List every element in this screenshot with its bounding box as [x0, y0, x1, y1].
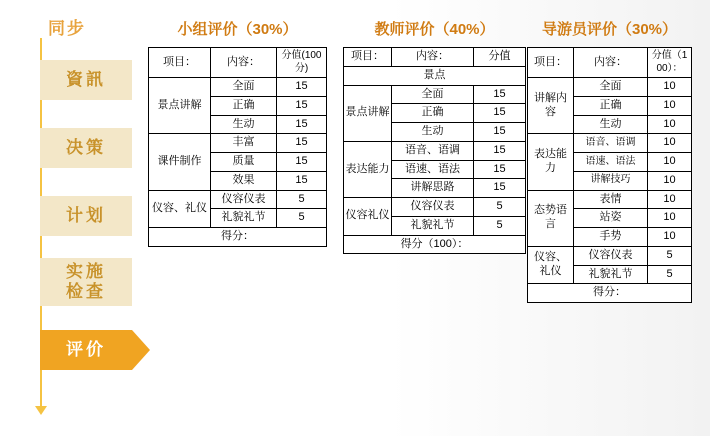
row-content: 生动 — [211, 115, 277, 134]
table-row — [528, 246, 692, 265]
flow-step-implement-check[interactable] — [40, 258, 132, 306]
table-row — [528, 190, 692, 209]
row-project: 仪容礼仪 — [344, 198, 392, 236]
header-cell-content: 内容： — [574, 48, 648, 78]
row-score: 15 — [277, 96, 327, 115]
row-score: 15 — [474, 160, 526, 179]
row-content: 礼貌礼节 — [574, 265, 648, 284]
row-score: 5 — [474, 216, 526, 235]
table-row — [149, 78, 327, 97]
flow-axis-arrow-icon — [35, 406, 47, 415]
row-score: 10 — [648, 153, 692, 172]
row-project: 表达能力 — [528, 134, 574, 190]
row-score: 5 — [648, 265, 692, 284]
footer-total-score: 得分： — [528, 284, 692, 303]
guide-evaluation-block — [527, 18, 692, 303]
flow-step-label: 评价 — [66, 340, 106, 360]
teacher-evaluation-block — [343, 18, 526, 254]
row-content: 仪容仪表 — [392, 198, 474, 217]
row-content: 站姿 — [574, 209, 648, 228]
flow-title: 同步 — [48, 19, 86, 38]
row-content: 礼貌礼节 — [392, 216, 474, 235]
table-row — [528, 78, 692, 97]
row-project: 讲解内容 — [528, 78, 574, 134]
row-score: 5 — [474, 198, 526, 217]
flow-step-label: 資訊 — [66, 70, 106, 90]
table-footer-row — [149, 228, 327, 247]
flow-step-information[interactable] — [40, 60, 132, 100]
row-content: 仪容仪表 — [574, 246, 648, 265]
row-project: 表达能力 — [344, 141, 392, 197]
row-content: 语速、语法 — [574, 153, 648, 172]
row-score: 5 — [277, 209, 327, 228]
row-content: 丰富 — [211, 134, 277, 153]
row-project: 课件制作 — [149, 134, 211, 190]
row-content: 礼貌礼节 — [211, 209, 277, 228]
table-header-row — [344, 48, 526, 67]
process-flow — [28, 8, 138, 428]
row-content: 生动 — [392, 123, 474, 142]
row-content: 质量 — [211, 153, 277, 172]
flow-step-label-line2: 检查 — [66, 282, 106, 301]
header-cell-score: 分值（100）： — [648, 48, 692, 78]
table-row — [344, 141, 526, 160]
row-content: 表情 — [574, 190, 648, 209]
row-score: 10 — [648, 115, 692, 134]
table-footer-row — [344, 235, 526, 254]
row-score: 15 — [277, 134, 327, 153]
row-content: 全面 — [574, 78, 648, 97]
guide-evaluation-title: 导游员评价（30%） — [541, 21, 678, 38]
table-row — [149, 134, 327, 153]
header-cell-content: 内容： — [211, 48, 277, 78]
flow-step-decision[interactable] — [40, 128, 132, 168]
row-content: 语音、语调 — [392, 141, 474, 160]
header-cell-project: 项目： — [528, 48, 574, 78]
group-evaluation-table — [148, 47, 327, 247]
flow-step-evaluation[interactable] — [40, 330, 132, 370]
row-score: 10 — [648, 134, 692, 153]
table-section-row — [344, 66, 526, 85]
row-score: 10 — [648, 78, 692, 97]
row-content: 手势 — [574, 228, 648, 247]
row-project: 景点讲解 — [344, 85, 392, 141]
row-score: 15 — [474, 104, 526, 123]
row-content: 语音、语调 — [574, 134, 648, 153]
row-content: 讲解技巧 — [574, 171, 648, 190]
footer-total-score: 得分： — [149, 228, 327, 247]
flow-step-label: 决策 — [66, 138, 106, 158]
group-evaluation-title: 小组评价（30%） — [177, 21, 298, 38]
header-cell-project: 项目： — [344, 48, 392, 67]
row-score: 10 — [648, 228, 692, 247]
row-project: 态势语言 — [528, 190, 574, 246]
row-content: 全面 — [392, 85, 474, 104]
table-row — [149, 190, 327, 209]
row-score: 10 — [648, 171, 692, 190]
row-project: 仪容、礼仪 — [528, 246, 574, 284]
row-score: 15 — [474, 123, 526, 142]
row-score: 15 — [277, 115, 327, 134]
table-header-row — [528, 48, 692, 78]
table-row — [344, 85, 526, 104]
teacher-evaluation-table — [343, 47, 526, 254]
row-score: 10 — [648, 209, 692, 228]
row-score: 10 — [648, 190, 692, 209]
table-row — [528, 134, 692, 153]
row-content: 全面 — [211, 78, 277, 97]
group-evaluation-block — [148, 18, 327, 247]
row-content: 效果 — [211, 171, 277, 190]
row-project: 景点讲解 — [149, 78, 211, 134]
guide-evaluation-table — [527, 47, 692, 303]
flow-step-label-line1: 实施 — [66, 262, 106, 282]
header-cell-project: 项目： — [149, 48, 211, 78]
row-score: 15 — [277, 171, 327, 190]
row-content: 生动 — [574, 115, 648, 134]
flow-step-label: 计划 — [66, 206, 106, 226]
row-content: 正确 — [211, 96, 277, 115]
row-content: 讲解思路 — [392, 179, 474, 198]
row-score: 10 — [648, 96, 692, 115]
section-label-scenic: 景点 — [344, 66, 526, 85]
row-content: 语速、语法 — [392, 160, 474, 179]
row-content: 正确 — [574, 96, 648, 115]
table-footer-row — [528, 284, 692, 303]
flow-step-plan[interactable] — [40, 196, 132, 236]
row-content: 正确 — [392, 104, 474, 123]
row-score: 5 — [648, 246, 692, 265]
row-score: 5 — [277, 190, 327, 209]
row-content: 仪容仪表 — [211, 190, 277, 209]
header-cell-score: 分值(100分) — [277, 48, 327, 78]
row-score: 15 — [474, 141, 526, 160]
row-score: 15 — [474, 85, 526, 104]
footer-total-score: 得分（100）： — [344, 235, 526, 254]
row-score: 15 — [474, 179, 526, 198]
table-row — [344, 198, 526, 217]
row-score: 15 — [277, 78, 327, 97]
header-cell-content: 内容： — [392, 48, 474, 67]
row-score: 15 — [277, 153, 327, 172]
table-header-row — [149, 48, 327, 78]
row-project: 仪容、礼仪 — [149, 190, 211, 228]
header-cell-score: 分值 — [474, 48, 526, 67]
teacher-evaluation-title: 教师评价（40%） — [374, 21, 495, 38]
